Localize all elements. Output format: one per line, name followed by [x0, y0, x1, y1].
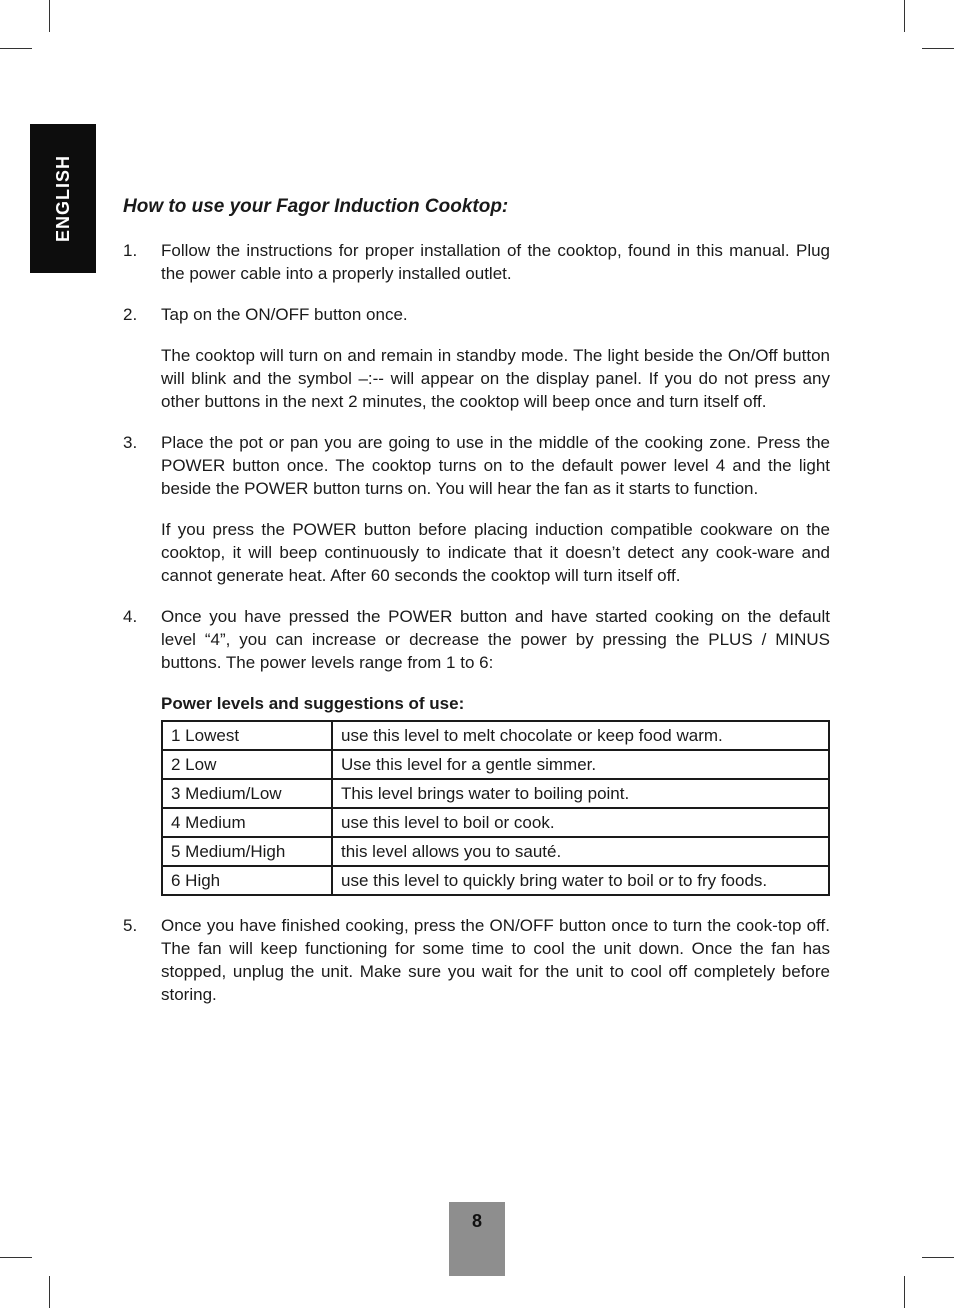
table-row	[162, 808, 829, 837]
page-title: How to use your Fagor Induction Cooktop:	[123, 196, 509, 217]
level-cell: 5 Medium/High	[162, 837, 332, 866]
step-2	[123, 303, 830, 413]
use-cell: this level allows you to sauté.	[332, 837, 829, 866]
crop-mark	[922, 48, 954, 49]
power-table-heading: Power levels and suggestions of use:	[161, 694, 465, 713]
crop-mark	[0, 48, 32, 49]
language-tab	[30, 124, 96, 273]
crop-mark	[0, 1257, 32, 1258]
power-levels-table	[161, 720, 830, 896]
use-cell: use this level to quickly bring water to boil or to fry foods.	[332, 866, 829, 895]
step-4	[123, 605, 830, 896]
page-number: 8	[471, 1211, 482, 1231]
crop-mark	[49, 1276, 50, 1308]
level-cell: 6 High	[162, 866, 332, 895]
step-number: 2.	[123, 305, 138, 324]
table-row	[162, 750, 829, 779]
crop-mark	[904, 0, 905, 32]
step-text: Place the pot or pan you are going to use in the middle of the cooking zone. Press the POWER button once. The cooktop turns on to the default power level 4 and the light beside the POWER button turns on. You will hear the fan as it starts to function.	[161, 433, 830, 498]
table-row	[162, 837, 829, 866]
step-number: 3.	[123, 433, 138, 452]
step-number: 5.	[123, 916, 138, 935]
step-text: If you press the POWER button before placing induction compatible cookware on the cooktop, it will beep continuously to indicate that it doesn’t detect any cook-ware and cannot generate heat. After 60 seconds the cooktop will turn itself off.	[161, 520, 830, 585]
step-5	[123, 914, 830, 1006]
step-text: Once you have finished cooking, press the ON/OFF button once to turn the cook-top off. The fan will keep functioning for some time to cool the unit down. Once the fan has stopped, unplug the unit. Make sure you wait for the unit to cool off completely before storing.	[161, 916, 830, 1004]
use-cell: Use this level for a gentle simmer.	[332, 750, 829, 779]
step-text: Tap on the ON/OFF button once.	[161, 305, 408, 324]
page-content	[123, 194, 830, 1024]
page-number-box	[449, 1202, 505, 1276]
step-number: 4.	[123, 607, 138, 626]
use-cell: This level brings water to boiling point.	[332, 779, 829, 808]
crop-mark	[904, 1276, 905, 1308]
step-3	[123, 431, 830, 587]
table-row	[162, 721, 829, 750]
level-cell: 2 Low	[162, 750, 332, 779]
crop-mark	[49, 0, 50, 32]
level-cell: 4 Medium	[162, 808, 332, 837]
step-text: The cooktop will turn on and remain in standby mode. The light beside the On/Off button will blink and the symbol –:-- will appear on the display panel. If you do not press any other buttons in the next 2 minutes, the cooktop will beep once and turn itself off.	[161, 346, 830, 411]
table-row	[162, 866, 829, 895]
table-row	[162, 779, 829, 808]
level-cell: 1 Lowest	[162, 721, 332, 750]
language-tab-label: ENGLISH	[52, 154, 73, 243]
step-1	[123, 239, 830, 285]
step-text: Follow the instructions for proper installation of the cooktop, found in this manual. Plug the power cable into a properly installed outlet.	[161, 241, 830, 283]
use-cell: use this level to boil or cook.	[332, 808, 829, 837]
level-cell: 3 Medium/Low	[162, 779, 332, 808]
use-cell: use this level to melt chocolate or keep food warm.	[332, 721, 829, 750]
step-text: Once you have pressed the POWER button and have started cooking on the default level “4”, you can increase or decrease the power by pressing the PLUS / MINUS buttons. The power levels range from 1 to 6:	[161, 607, 830, 672]
step-number: 1.	[123, 241, 138, 260]
crop-mark	[922, 1257, 954, 1258]
